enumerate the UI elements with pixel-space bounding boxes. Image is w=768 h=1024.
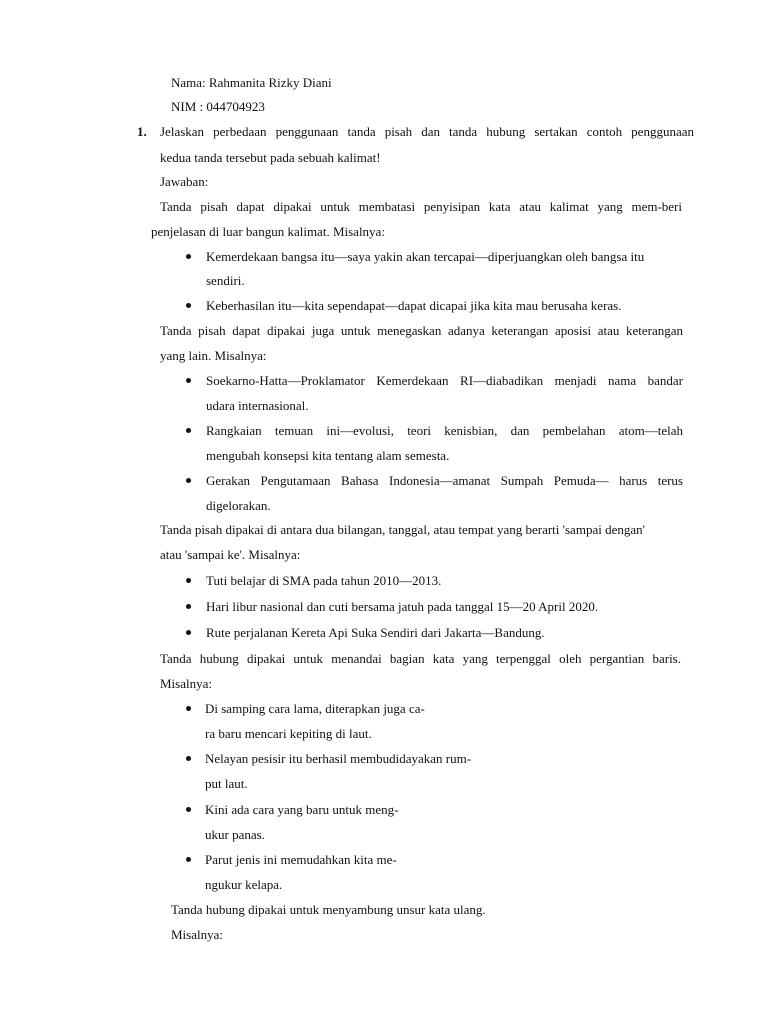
section-3-intro-line-1: Tanda pisah dipakai di antara dua bilangan, tanggal, atau tempat yang berarti 'sampai dengan'	[160, 522, 645, 537]
list-item-continuation: ngukur kelapa.	[205, 877, 283, 892]
student-name: Nama: Rahmanita Rizky Diani	[171, 75, 332, 90]
list-item: Kini ada cara yang baru untuk meng-	[205, 802, 399, 817]
student-nim: NIM : 044704923	[171, 99, 265, 114]
list-item-continuation: ra baru mencari kepiting di laut.	[205, 726, 372, 741]
section-1-intro-line-2: penjelasan di luar bangun kalimat. Misalnya:	[151, 224, 385, 239]
list-item: Rute perjalanan Kereta Api Suka Sendiri dari Jakarta—Bandung.	[206, 625, 545, 640]
list-item: Soekarno-Hatta—Proklamator Kemerdekaan RI—diabadikan menjadi nama bandar	[206, 373, 683, 388]
list-item: Di samping cara lama, diterapkan juga ca-	[205, 701, 425, 716]
bullet-icon	[186, 857, 191, 862]
section-4-intro-line-2: Misalnya:	[160, 676, 212, 691]
section-3-intro-line-2: atau 'sampai ke'. Misalnya:	[160, 547, 301, 562]
bullet-icon	[186, 478, 191, 483]
list-item: Kemerdekaan bangsa itu—saya yakin akan tercapai—diperjuangkan oleh bangsa itu	[206, 249, 645, 264]
bullet-icon	[186, 254, 191, 259]
question-text-line-2: kedua tanda tersebut pada sebuah kalimat!	[160, 150, 381, 165]
bullet-icon	[186, 756, 191, 761]
bullet-icon	[186, 604, 191, 609]
list-item: Rangkaian temuan ini—evolusi, teori kenisbian, dan pembelahan atom—telah	[206, 423, 683, 438]
list-item: Parut jenis ini memudahkan kita me-	[205, 852, 397, 867]
list-item: Tuti belajar di SMA pada tahun 2010—2013.	[206, 573, 442, 588]
list-item-continuation: ukur panas.	[205, 827, 265, 842]
section-4-intro-line-1: Tanda hubung dipakai untuk menandai bagian kata yang terpenggal oleh pergantian baris.	[160, 651, 681, 666]
bullet-icon	[186, 630, 191, 635]
list-item: Keberhasilan itu—kita sependapat—dapat dicapai jika kita mau berusaha keras.	[206, 298, 622, 313]
list-item: Gerakan Pengutamaan Bahasa Indonesia—amanat Sumpah Pemuda— harus terus	[206, 473, 683, 488]
bullet-icon	[186, 578, 191, 583]
bullet-icon	[186, 428, 191, 433]
list-item-continuation: put laut.	[205, 776, 248, 791]
section-2-intro-line-1: Tanda pisah dapat dipakai juga untuk menegaskan adanya keterangan aposisi atau keterangan	[160, 323, 683, 338]
bullet-icon	[186, 378, 191, 383]
list-item-continuation: mengubah konsepsi kita tentang alam semesta.	[206, 448, 450, 463]
bullet-icon	[186, 706, 191, 711]
list-item-continuation: sendiri.	[206, 273, 245, 288]
section-5-intro-line-1: Tanda hubung dipakai untuk menyambung unsur kata ulang.	[171, 902, 486, 917]
bullet-icon	[186, 303, 191, 308]
section-1-intro-line-1: Tanda pisah dapat dipakai untuk membatasi penyisipan kata atau kalimat yang mem-beri	[160, 199, 682, 214]
answer-label: Jawaban:	[160, 174, 209, 189]
section-2-intro-line-2: yang lain. Misalnya:	[160, 348, 267, 363]
list-item-continuation: digelorakan.	[206, 498, 271, 513]
list-item: Hari libur nasional dan cuti bersama jatuh pada tanggal 15—20 April 2020.	[206, 599, 599, 614]
question-number: 1.	[137, 124, 147, 139]
section-5-intro-line-2: Misalnya:	[171, 927, 223, 942]
bullet-icon	[186, 807, 191, 812]
list-item: Nelayan pesisir itu berhasil membudidayakan rum-	[205, 751, 472, 766]
list-item-continuation: udara internasional.	[206, 398, 309, 413]
question-text-line-1: Jelaskan perbedaan penggunaan tanda pisah dan tanda hubung sertakan contoh penggunaan	[160, 124, 694, 139]
